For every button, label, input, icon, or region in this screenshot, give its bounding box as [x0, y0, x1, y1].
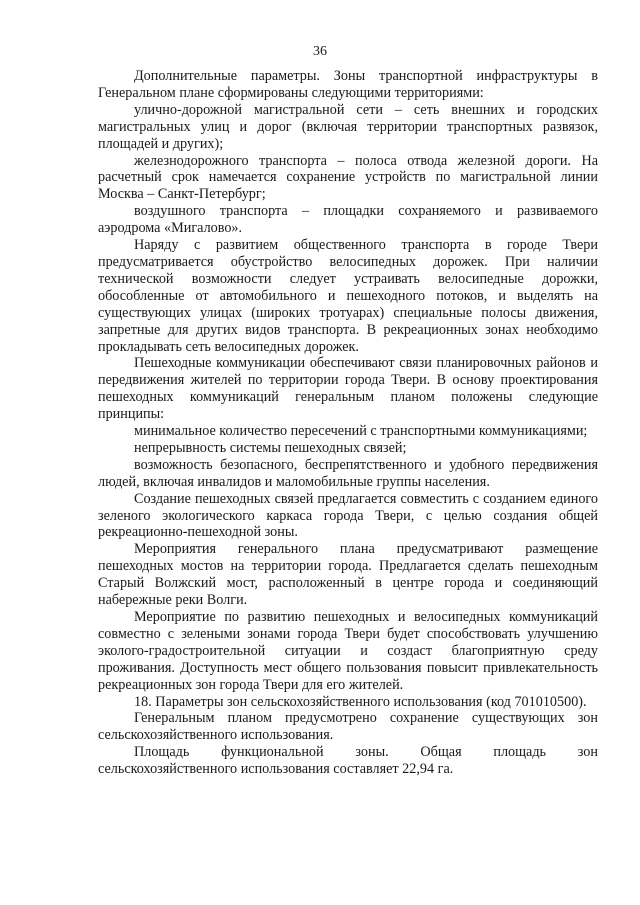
paragraph-principle-min-crossings: минимальное количество пересечений с транспортными коммуникациями;: [134, 423, 588, 440]
paragraph-green-framework: Создание пешеходных связей предлагается совместить с созданием единого зеленого экологического каркаса города Твери, с целью создания общей рекреационно-пешеходной зоны.: [98, 490, 598, 541]
paragraph-transport-zones-intro: Дополнительные параметры. Зоны транспортной инфраструктуры в Генеральном плане сформированы следующими территориями:: [98, 68, 598, 101]
paragraph-principle-continuity: непрерывность системы пешеходных связей;: [134, 439, 407, 456]
page-number: 36: [313, 44, 327, 59]
paragraph-principle-accessibility: возможность безопасного, беспрепятственного и удобного передвижения людей, включая инвалидов и маломобильные группы населения.: [98, 456, 598, 490]
section-heading-agricultural-zones: 18. Параметры зон сельскохозяйственного использования (код 701010500).: [134, 693, 587, 710]
paragraph-road-network: улично-дорожной магистральной сети – сеть внешних и городских магистральных улиц и дорог (включая территории транспортных развязок, площадей и других);: [98, 101, 598, 152]
paragraph-recreation-measures: Мероприятие по развитию пешеходных и велосипедных коммуникаций совместно с зелеными зонами города Твери будет способствовать улучшению эколого-градостроительной ситуации и создаст благоприятную среду проживания. Доступность мест общего пользования повысит привлекательность рекреационных зон города Твери для его жителей.: [98, 609, 598, 693]
paragraph-bicycle-paths: Наряду с развитием общественного транспорта в городе Твери предусматривается обустройство велосипедных дорожек. При наличии технической возможности следует устраивать велосипедные дорожки, обособленные от автомобильного и пешеходного потоков, и выделять на существующих улицах (широких тротуарах) специальные полосы движения, запретные для других видов транспорта. В рекреационных зонах необходимо прокладывать сеть велосипедных дорожек.: [98, 237, 598, 355]
paragraph-pedestrian-communications: Пешеходные коммуникации обеспечивают связи планировочных районов и передвижения жителей по территории города Твери. В основу проектирования пешеходных коммуникаций генеральным планом положены следующие принципы:: [98, 355, 598, 423]
document-body: [98, 68, 598, 778]
paragraph-agricultural-area: Площадь функциональной зоны. Общая площадь зон сельскохозяйственного использования составляет 22,94 га.: [98, 744, 598, 778]
paragraph-agricultural-preservation: Генеральным планом предусмотрено сохранение существующих зон сельскохозяйственного использования.: [98, 710, 598, 744]
paragraph-pedestrian-bridges: Мероприятия генерального плана предусматривают размещение пешеходных мостов на территории города. Предлагается сделать пешеходным Старый Волжский мост, расположенный в центре города и соединяющий набережные реки Волги.: [98, 541, 598, 609]
paragraph-air-transport: воздушного транспорта – площадки сохраняемого и развиваемого аэродрома «Мигалово».: [98, 203, 598, 237]
paragraph-railway: железнодорожного транспорта – полоса отвода железной дороги. На расчетный срок намечается сохранение устройств по магистральной линии Москва – Санкт-Петербург;: [98, 152, 598, 203]
